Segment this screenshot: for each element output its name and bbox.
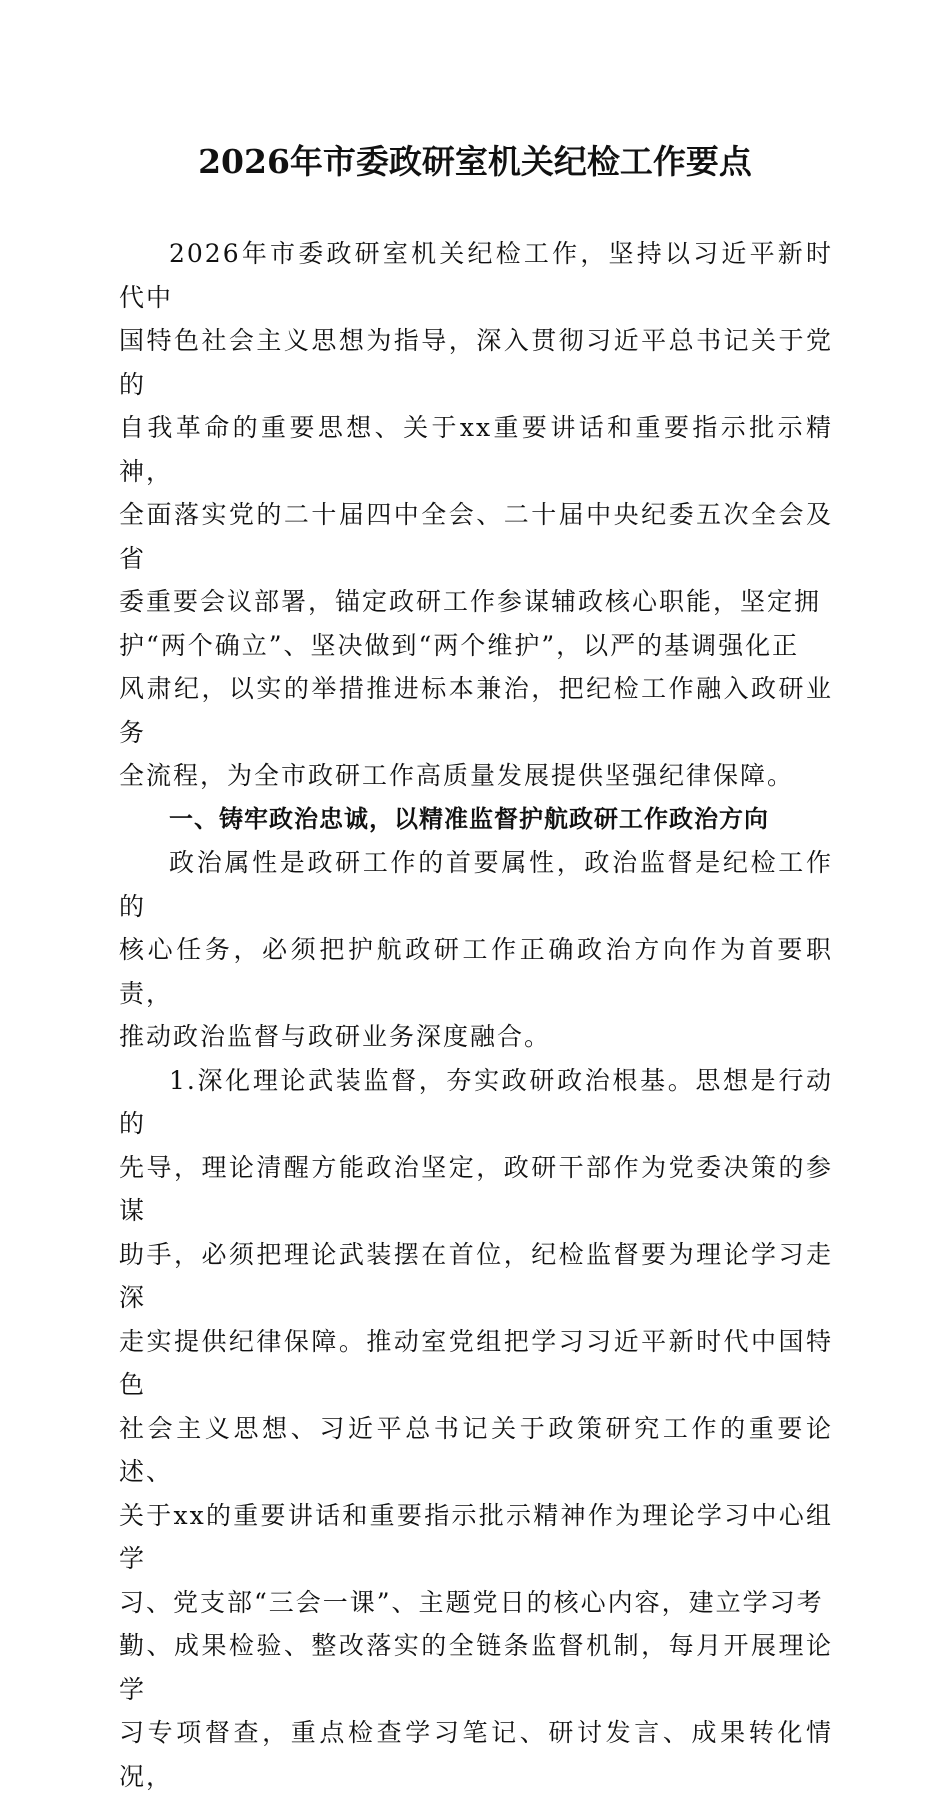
section-paragraph	[119, 841, 833, 1059]
text-line: 走实提供纪律保障。推动室党组把学习习近平新时代中国特色	[119, 1320, 833, 1407]
text-line: 自我革命的重要思想、关于xx重要讲话和重要指示批示精神，	[119, 406, 833, 493]
section-heading: 一、铸牢政治忠诚，以精准监督护航政研工作政治方向	[119, 798, 833, 842]
intro-paragraph	[119, 232, 833, 798]
text-line: 先导，理论清醒方能政治坚定，政研干部作为党委决策的参谋	[119, 1146, 833, 1233]
text-line: 核心任务，必须把护航政研工作正确政治方向作为首要职责，	[119, 928, 833, 1015]
text-line: 助手，必须把理论武装摆在首位，纪检监督要为理论学习走深	[119, 1233, 833, 1320]
text-line: 1.深化理论武装监督，夯实政研政治根基。思想是行动的	[119, 1059, 833, 1146]
text-line: 2026年市委政研室机关纪检工作，坚持以习近平新时代中	[119, 232, 833, 319]
text-line: 推动政治监督与政研业务深度融合。	[119, 1015, 833, 1059]
page-title: 2026年市委政研室机关纪检工作要点	[0, 138, 950, 186]
text-line: 社会主义思想、习近平总书记关于政策研究工作的重要论述、	[119, 1407, 833, 1494]
text-line: 全面落实党的二十届四中全会、二十届中央纪委五次全会及省	[119, 493, 833, 580]
item-paragraph	[119, 1059, 833, 1798]
text-line: 全流程，为全市政研工作高质量发展提供坚强纪律保障。	[119, 754, 833, 798]
text-line: 勤、成果检验、整改落实的全链条监督机制，每月开展理论学	[119, 1624, 833, 1711]
text-line: 政治属性是政研工作的首要属性，政治监督是纪检工作的	[119, 841, 833, 928]
text-line: 关于xx的重要讲话和重要指示批示精神作为理论学习中心组学	[119, 1494, 833, 1581]
text-line: 习、党支部“三会一课”、主题党日的核心内容，建立学习考	[119, 1581, 833, 1625]
text-line: 委重要会议部署，锚定政研工作参谋辅政核心职能，坚定拥	[119, 580, 833, 624]
text-line: 国特色社会主义思想为指导，深入贯彻习近平总书记关于党的	[119, 319, 833, 406]
document-body	[119, 232, 833, 1798]
text-line: 护“两个确立”、坚决做到“两个维护”，以严的基调强化正	[119, 624, 833, 668]
text-line: 风肃纪，以实的举措推进标本兼治，把纪检工作融入政研业务	[119, 667, 833, 754]
text-line: 习专项督查，重点检查学习笔记、研讨发言、成果转化情况，	[119, 1711, 833, 1798]
